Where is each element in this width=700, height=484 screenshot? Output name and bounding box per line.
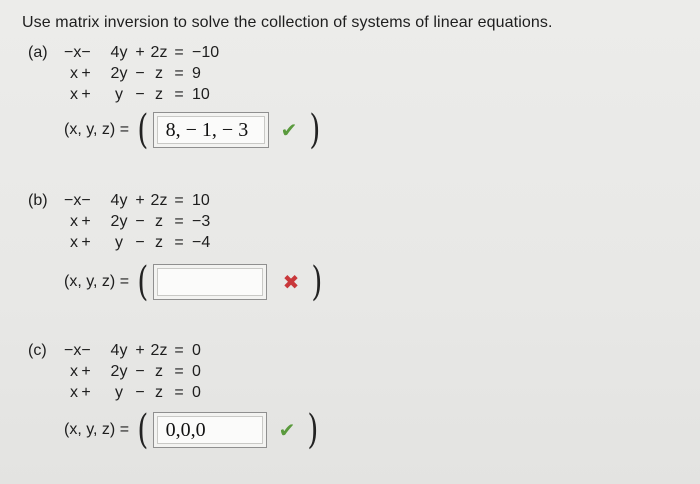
answer-label: (x, y, z) = xyxy=(64,273,130,290)
eq-op: − xyxy=(81,342,91,359)
eq-term: z xyxy=(155,86,163,103)
eq-op: + xyxy=(135,342,145,359)
eq-rhs: 10 xyxy=(192,86,210,103)
eq-equals: = xyxy=(174,213,184,230)
eq-op: + xyxy=(81,213,91,230)
eq-term: y xyxy=(115,234,123,251)
eq-term: 2y xyxy=(110,65,128,82)
eq-equals: = xyxy=(174,86,184,103)
eq-term: 4y xyxy=(110,192,128,209)
answer-input[interactable] xyxy=(153,264,267,300)
eq-term: y xyxy=(115,86,123,103)
eq-op: + xyxy=(81,65,91,82)
eq-op: − xyxy=(135,363,145,380)
open-paren: ( xyxy=(137,407,149,453)
eq-op: − xyxy=(135,86,145,103)
eq-term: z xyxy=(155,65,163,82)
problem-label: (c) xyxy=(28,342,47,359)
answer-row xyxy=(64,107,323,153)
equation-system xyxy=(64,342,228,405)
eq-op: − xyxy=(135,65,145,82)
eq-rhs: −4 xyxy=(192,234,211,251)
eq-term: 2z xyxy=(150,342,168,359)
answer-row xyxy=(64,407,321,453)
eq-rhs: 0 xyxy=(192,363,201,380)
eq-term: 2y xyxy=(110,213,128,230)
eq-term: x xyxy=(70,363,78,380)
eq-term: x xyxy=(70,234,78,251)
eq-term: y xyxy=(115,384,123,401)
cross-icon: ✖ xyxy=(282,271,300,294)
eq-term: x xyxy=(70,384,78,401)
problem-label: (b) xyxy=(28,192,48,209)
eq-term: 2y xyxy=(110,363,128,380)
question-prompt: Use matrix inversion to solve the collection of systems of linear equations. xyxy=(22,14,553,31)
eq-op: + xyxy=(81,86,91,103)
answer-value: 0,0,0 xyxy=(165,418,206,441)
eq-rhs: 10 xyxy=(192,192,210,209)
eq-term: z xyxy=(155,384,163,401)
eq-op: + xyxy=(81,234,91,251)
eq-term: 2z xyxy=(150,44,168,61)
answer-input[interactable] xyxy=(153,112,269,148)
eq-rhs: −10 xyxy=(192,44,220,61)
equation-system xyxy=(64,44,228,107)
eq-op: + xyxy=(81,384,91,401)
eq-rhs: 0 xyxy=(192,342,201,359)
eq-op: + xyxy=(135,192,145,209)
eq-equals: = xyxy=(174,65,184,82)
equation-system xyxy=(64,192,228,255)
eq-op: + xyxy=(135,44,145,61)
eq-term: x xyxy=(70,65,78,82)
answer-value: 8, − 1, − 3 xyxy=(165,118,249,141)
eq-term: z xyxy=(155,363,163,380)
eq-op: − xyxy=(135,384,145,401)
eq-equals: = xyxy=(174,342,184,359)
eq-rhs: 9 xyxy=(192,65,201,82)
check-icon: ✔ xyxy=(278,419,296,442)
open-paren: ( xyxy=(137,259,149,305)
close-paren: ) xyxy=(307,407,319,453)
answer-row xyxy=(64,259,325,305)
eq-equals: = xyxy=(174,234,184,251)
eq-term: −x xyxy=(64,192,82,209)
eq-term: 4y xyxy=(110,44,128,61)
eq-rhs: 0 xyxy=(192,384,201,401)
eq-op: − xyxy=(135,213,145,230)
eq-rhs: −3 xyxy=(192,213,211,230)
eq-term: 2z xyxy=(150,192,168,209)
eq-term: x xyxy=(70,213,78,230)
eq-equals: = xyxy=(174,384,184,401)
check-icon: ✔ xyxy=(280,119,298,142)
close-paren: ) xyxy=(309,107,321,153)
eq-op: + xyxy=(81,363,91,380)
eq-op: − xyxy=(81,192,91,209)
answer-input[interactable] xyxy=(153,412,267,448)
answer-label: (x, y, z) = xyxy=(64,421,130,438)
eq-term: −x xyxy=(64,342,82,359)
eq-term: z xyxy=(155,213,163,230)
open-paren: ( xyxy=(137,107,149,153)
eq-term: 4y xyxy=(110,342,128,359)
eq-term: x xyxy=(70,86,78,103)
eq-op: − xyxy=(135,234,145,251)
eq-equals: = xyxy=(174,192,184,209)
eq-term: −x xyxy=(64,44,82,61)
problem-label: (a) xyxy=(28,44,48,61)
eq-term: z xyxy=(155,234,163,251)
eq-equals: = xyxy=(174,363,184,380)
answer-label: (x, y, z) = xyxy=(64,121,130,138)
close-paren: ) xyxy=(311,259,323,305)
eq-op: − xyxy=(81,44,91,61)
eq-equals: = xyxy=(174,44,184,61)
